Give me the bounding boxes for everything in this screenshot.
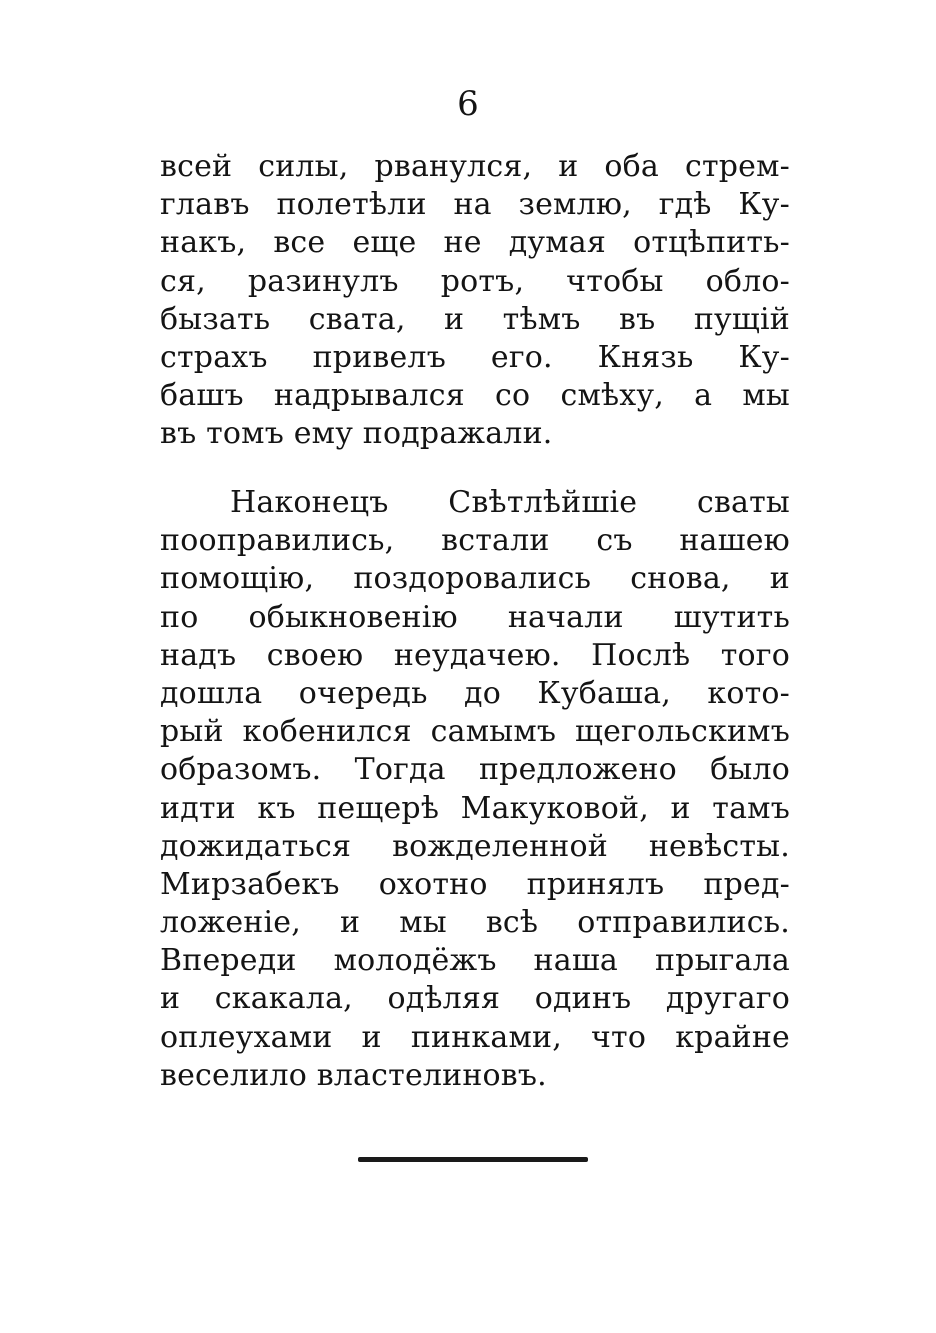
text-line: Мирзабекъ охотно принялъ пред-: [160, 866, 790, 902]
text-line: и скакала, одѣляя одинъ другаго: [160, 981, 790, 1017]
text-line: всей силы, рванулся, и оба стрем-: [160, 149, 790, 184]
text-line: страхъ привелъ его. Князь Ку-: [160, 339, 790, 375]
text-line: помощію, поздоровались снова, и: [160, 561, 790, 597]
text-line: надъ своею неудачею. Послѣ того: [160, 637, 790, 673]
text-line: дожидаться вожделенной невѣсты.: [160, 828, 790, 864]
paragraph-2: [160, 484, 790, 1095]
text-line: ложеніе, и мы всѣ отправились.: [160, 905, 790, 941]
paragraph-1: [160, 148, 790, 454]
end-rule-divider: [358, 1157, 588, 1162]
text-line: главъ полетѣли на землю, гдѣ Ку-: [160, 187, 790, 223]
text-line: бызать свата, и тѣмъ въ пущій: [160, 301, 790, 337]
text-line: ся, разинулъ ротъ, чтобы обло-: [160, 263, 790, 299]
text-line: веселило властелиновъ.: [160, 1057, 547, 1093]
text-line: рый кобенился самымъ щегольскимъ: [160, 714, 790, 750]
text-line: образомъ. Тогда предложено было: [160, 752, 790, 788]
text-line: по обыкновенію начали шутить: [160, 599, 790, 635]
text-line: оплеухами и пинками, что крайне: [160, 1019, 790, 1055]
text-line: пооправились, встали съ нашею: [160, 523, 790, 559]
text-line: дошла очередь до Кубаша, кото-: [160, 675, 790, 711]
text-line: Наконецъ Свѣтлѣйшіе сваты: [230, 485, 790, 520]
page-number: 6: [457, 84, 479, 124]
text-line: Впереди молодёжъ наша прыгала: [160, 943, 790, 979]
text-line: башъ надрывался со смѣху, а мы: [160, 378, 790, 414]
text-line: идти къ пещерѣ Макуковой, и тамъ: [160, 790, 790, 826]
text-line: въ томъ ему подражали.: [160, 416, 553, 452]
text-line: накъ, все еще не думая отцѣпить-: [160, 225, 790, 261]
